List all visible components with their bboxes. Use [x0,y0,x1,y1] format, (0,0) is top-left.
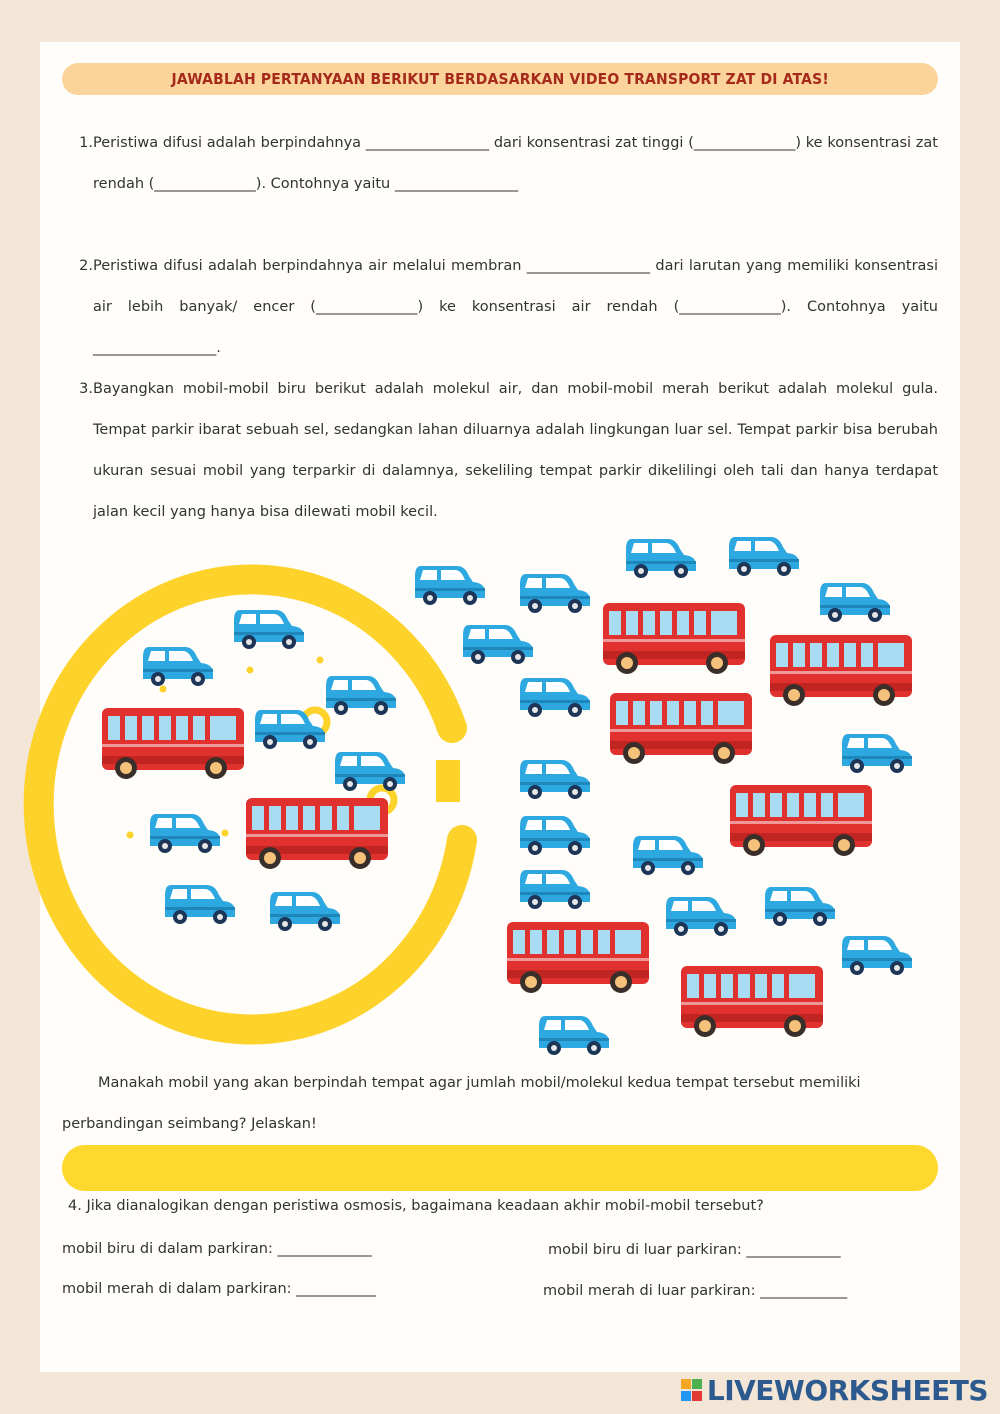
blue-car-inside [234,610,304,649]
blue-car-outside [520,760,590,799]
parking-illustration [0,530,1000,1060]
red-inside-field[interactable]: mobil merah di dalam parkiran: ___________ [62,1281,376,1297]
question-2-text: Peristiwa difusi adalah berpindahnya air melalui membran _________________ dari larutan yang memiliki konsentrasi air lebih banyak/ encer (______________) ke konsentrasi air rendah (______________). Contohnya yaitu _________________. [93,258,938,356]
blue-car-outside [666,897,736,936]
particle-dot [247,667,254,674]
blue-car-inside [143,647,213,686]
logo-icon [681,1377,703,1403]
blue-car-outside [765,887,835,926]
blue-car-outside [520,678,590,717]
logo-text: LIVEWORKSHEETS [706,1373,988,1407]
blue-car-inside [335,752,405,791]
blue-car-outside [626,539,696,578]
red-bus-outside [770,635,912,706]
blue-car-outside [842,936,912,975]
blue-car-inside [255,710,325,749]
particle-dot [317,657,324,664]
red-bus-outside [507,922,649,993]
blue-inside-field[interactable]: mobil biru di dalam parkiran: _____________ [62,1241,372,1257]
membrane-pore [436,760,460,802]
question-3 [75,369,938,533]
blue-car-inside [326,676,396,715]
blue-car-outside [520,870,590,909]
blue-car-outside [842,734,912,773]
blue-car-outside [520,574,590,613]
blue-car-outside [729,537,799,576]
question-1-text: Peristiwa difusi adalah berpindahnya _________________ dari konsentrasi zat tinggi (______________) ke konsentrasi zat rendah (______________). Contohnya yaitu _________________ [93,135,938,192]
blue-car-outside [820,583,890,622]
liveworksheets-logo [681,1372,988,1408]
q3-answer-field[interactable] [62,1145,938,1191]
particle-dot [127,832,134,839]
blue-car-inside [463,625,533,664]
q3-followup-line2: perbandingan seimbang? Jelaskan! [62,1116,317,1132]
question-2 [75,246,938,369]
red-bus-outside [730,785,872,856]
red-outside-field[interactable]: mobil merah di luar parkiran: ____________ [543,1283,848,1299]
red-bus-outside [681,966,823,1037]
blue-car-inside [270,892,340,931]
question-1 [75,123,938,205]
blue-outside-field[interactable]: mobil biru di luar parkiran: _____________ [548,1242,841,1258]
red-bus-inside [102,708,244,779]
question-2-number: 2. [79,258,93,274]
blue-car-inside [165,885,235,924]
blue-car-outside [633,836,703,875]
red-bus-outside [603,603,745,674]
instruction-banner [62,63,938,95]
blue-car-inside [150,814,220,853]
q3-followup-line1: Manakah mobil yang akan berpindah tempat agar jumlah mobil/molekul kedua tempat tersebut memiliki [98,1075,861,1091]
instruction-title: JAWABLAH PERTANYAAN BERIKUT BERDASARKAN VIDEO TRANSPORT ZAT DI ATAS! [171,70,829,88]
red-bus-outside [610,693,752,764]
question-3-number: 3. [79,381,93,397]
blue-car-outside [415,566,485,605]
question-1-number: 1. [79,135,93,151]
blue-car-outside [520,816,590,855]
particle-dot [222,830,229,837]
question-3-text: Bayangkan mobil-mobil biru berikut adalah molekul air, dan mobil-mobil merah berikut adalah molekul gula. Tempat parkir ibarat sebuah sel, sedangkan lahan diluarnya adalah lingkungan luar sel. Tempat parkir bisa berubah ukuran sesuai mobil yang terparkir di dalamnya, sekeliling tempat parkir dikelilingi oleh tali dan hanya terdapat jalan kecil yang hanya bisa dilewati mobil kecil. [93,381,938,520]
question-4-text: 4. Jika dianalogikan dengan peristiwa osmosis, bagaimana keadaan akhir mobil-mobil tersebut? [68,1198,764,1214]
blue-car-outside [539,1016,609,1055]
red-bus-inside [246,798,388,869]
particle-dot [160,686,167,693]
